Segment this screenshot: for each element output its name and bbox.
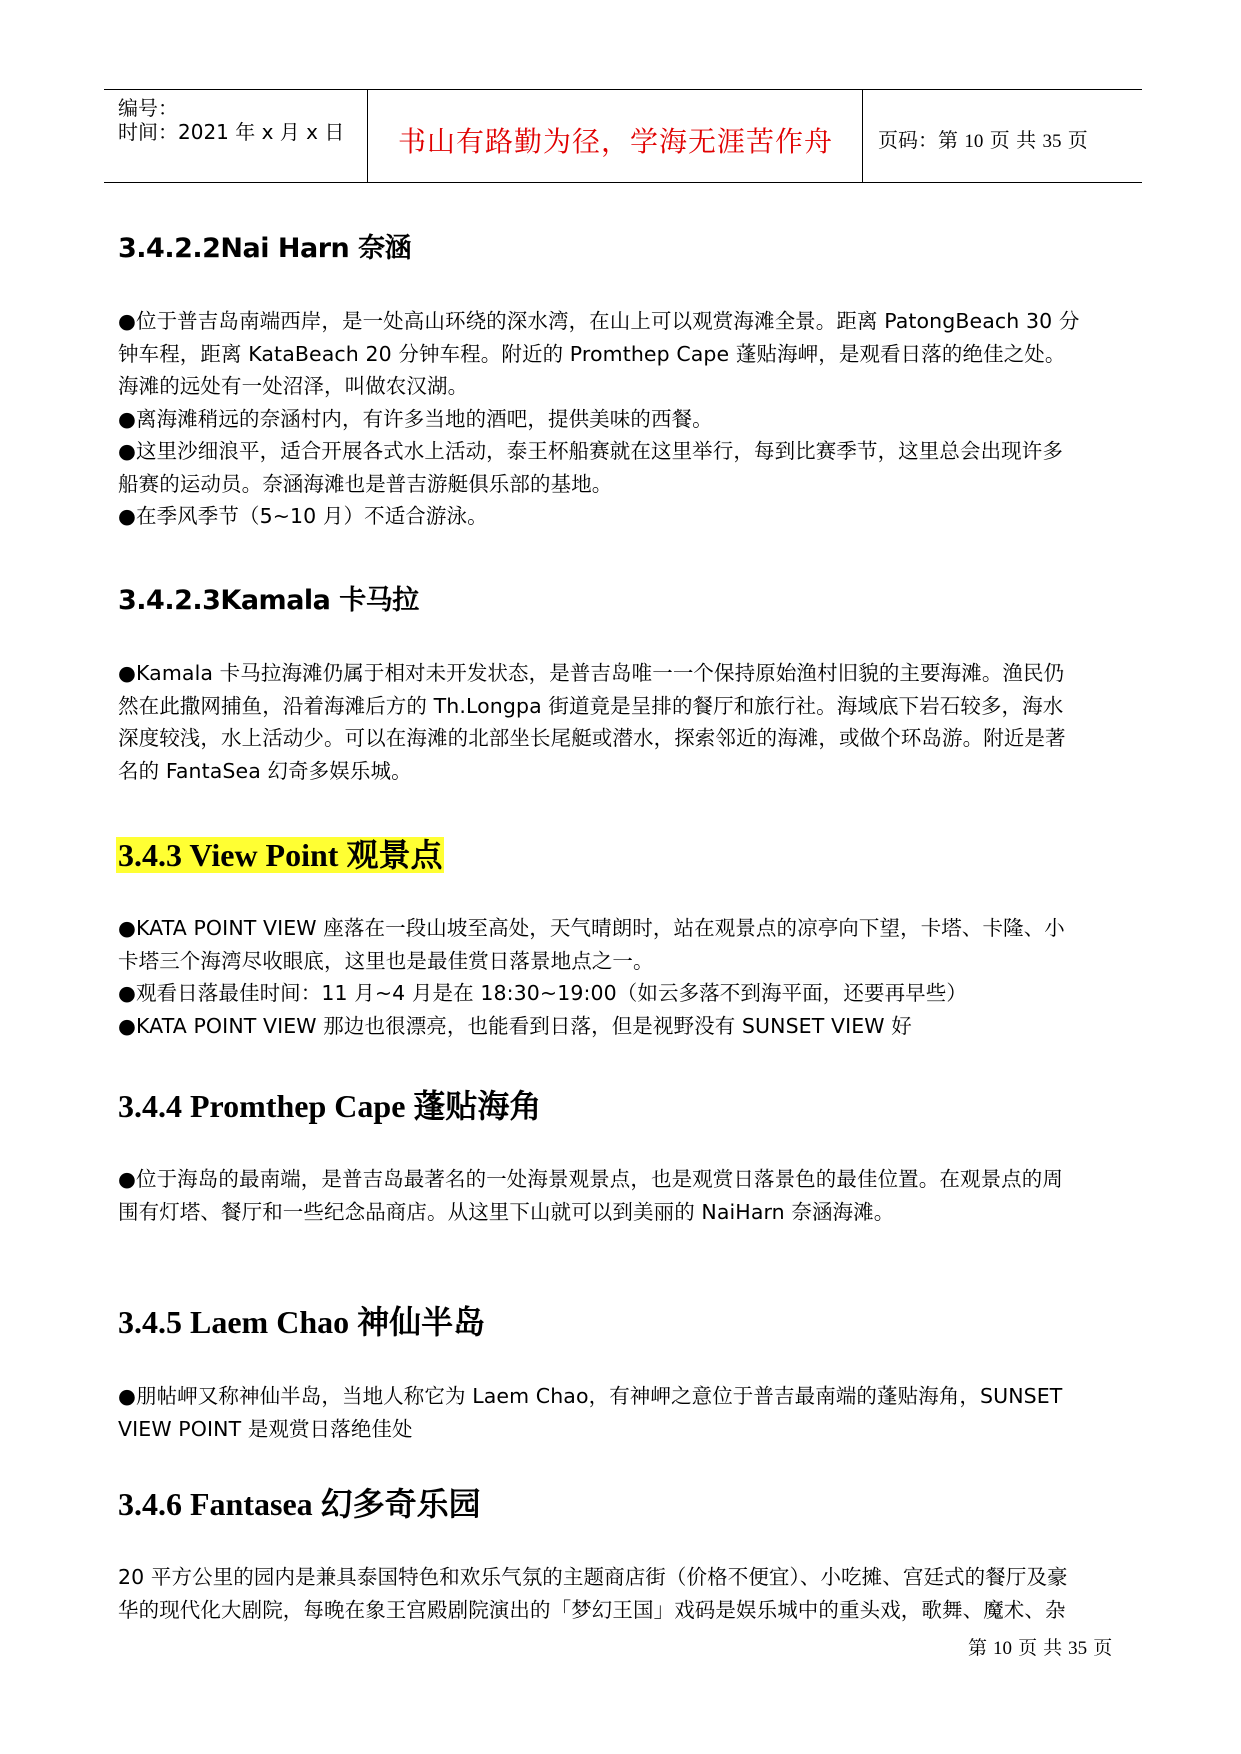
section-body-fantasea xyxy=(118,1561,1128,1626)
section-heading-fantasea: 3.4.6 Fantasea 幻多奇乐园 xyxy=(118,1486,481,1522)
paragraph-line: ●观看日落最佳时间：11 月~4 月是在 18:30~19:00（如云多落不到海平面，还要再早些） xyxy=(118,981,967,1005)
section-body-laem-chao xyxy=(118,1380,1128,1445)
paragraph-line: ●离海滩稍远的奈涵村内，有许多当地的酒吧，提供美味的西餐。 xyxy=(118,406,713,431)
motto: 书山有路勤为径，学海无涯苦作舟 xyxy=(397,125,833,158)
paragraph-line: 名的 FantaSea 幻奇多娱乐城。 xyxy=(118,758,412,783)
section-body-nai-harn xyxy=(118,305,1128,533)
paragraph-line: 卡塔三个海湾尽收眼底，这里也是最佳赏日落景地点之一。 xyxy=(118,948,654,973)
paragraph-line: VIEW POINT 是观赏日落绝佳处 xyxy=(118,1416,413,1441)
serial-label: 编号： xyxy=(118,96,178,120)
paragraph-line: ●朋帖岬又称神仙半岛，当地人称它为 Laem Chao，有神岬之意位于普吉最南端的蓬贴海角，SUNSET xyxy=(118,1384,1063,1408)
header-motto-cell xyxy=(369,90,863,182)
section-heading-view-point xyxy=(118,830,444,876)
paragraph-line: ●KATA POINT VIEW 座落在一段山坡至高处，天气晴朗时，站在观景点的凉亭向下望，卡塔、卡隆、小 xyxy=(118,916,1065,940)
paragraph-line: ●KATA POINT VIEW 那边也很漂亮，也能看到日落，但是视野没有 SUNSET VIEW 好 xyxy=(118,1013,912,1038)
paragraph-line: 然在此撒网捕鱼，沿着海滩后方的 Th.Longpa 街道竟是呈排的餐厅和旅行社。海域底下岩石较多，海水 xyxy=(118,693,1064,718)
paragraph-line: ●在季风季节（5~10 月）不适合游泳。 xyxy=(118,504,488,528)
paragraph-line: 深度较浅，水上活动少。可以在海滩的北部坐长尾艇或潜水，探索邻近的海滩，或做个环岛游。附近是著 xyxy=(118,726,1066,750)
paragraph-line: 围有灯塔、餐厅和一些纪念品商店。从这里下山就可以到美丽的 NaiHarn 奈涵海滩。 xyxy=(118,1199,895,1224)
section-heading-laem-chao: 3.4.5 Laem Chao 神仙半岛 xyxy=(118,1304,486,1340)
paragraph-line: ●位于普吉岛南端西岸，是一处高山环绕的深水湾，在山上可以观赏海滩全景。距离 PatongBeach 30 分 xyxy=(118,309,1080,333)
paragraph-line: ●位于海岛的最南端，是普吉岛最著名的一处海景观景点，也是观赏日落景色的最佳位置。在观景点的周 xyxy=(118,1167,1063,1191)
paragraph-line: 海滩的远处有一处沼泽，叫做农汉湖。 xyxy=(118,374,469,398)
section-body-promthep-cape xyxy=(118,1163,1128,1228)
section-body-kamala xyxy=(118,657,1128,787)
time-label: 时间：2021 年 x 月 x 日 xyxy=(118,120,345,144)
page-footer: 第 10 页 共 35 页 xyxy=(968,1637,1113,1659)
section-heading-promthep-cape: 3.4.4 Promthep Cape 蓬贴海角 xyxy=(118,1088,542,1124)
section-heading-kamala: 3.4.2.3Kamala 卡马拉 xyxy=(118,585,419,616)
paragraph-line: ●Kamala 卡马拉海滩仍属于相对未开发状态，是普吉岛唯一一个保持原始渔村旧貌的主要海滩。渔民仍 xyxy=(118,661,1065,685)
paragraph-line: 华的现代化大剧院，每晚在象王宫殿剧院演出的「梦幻王国」戏码是娱乐城中的重头戏，歌舞、魔术、杂 xyxy=(118,1597,1066,1622)
paragraph-line: ●这里沙细浪平，适合开展各式水上活动，泰王杯船赛就在这里举行，每到比赛季节，这里总会出现许多 xyxy=(118,439,1063,463)
section-body-view-point xyxy=(118,912,1128,1042)
section-heading-nai-harn: 3.4.2.2Nai Harn 奈涵 xyxy=(118,233,412,264)
paragraph-line: 钟车程，距离 KataBeach 20 分钟车程。附近的 Promthep Cape 蓬贴海岬，是观看日落的绝佳之处。 xyxy=(118,341,1066,366)
paragraph-line: 船赛的运动员。奈涵海滩也是普吉游艇俱乐部的基地。 xyxy=(118,471,613,496)
header-meta-cell xyxy=(104,90,368,182)
page-header xyxy=(104,89,1142,183)
highlighted-heading: 3.4.3 View Point 观景点 xyxy=(118,837,443,873)
header-page-cell xyxy=(864,90,1142,182)
paragraph-line: 20 平方公里的园内是兼具泰国特色和欢乐气氛的主题商店街（价格不便宜）、小吃摊、宫廷式的餐厅及豪 xyxy=(118,1565,1068,1589)
header-page-number: 页码：第 10 页 共 35 页 xyxy=(878,128,1088,152)
